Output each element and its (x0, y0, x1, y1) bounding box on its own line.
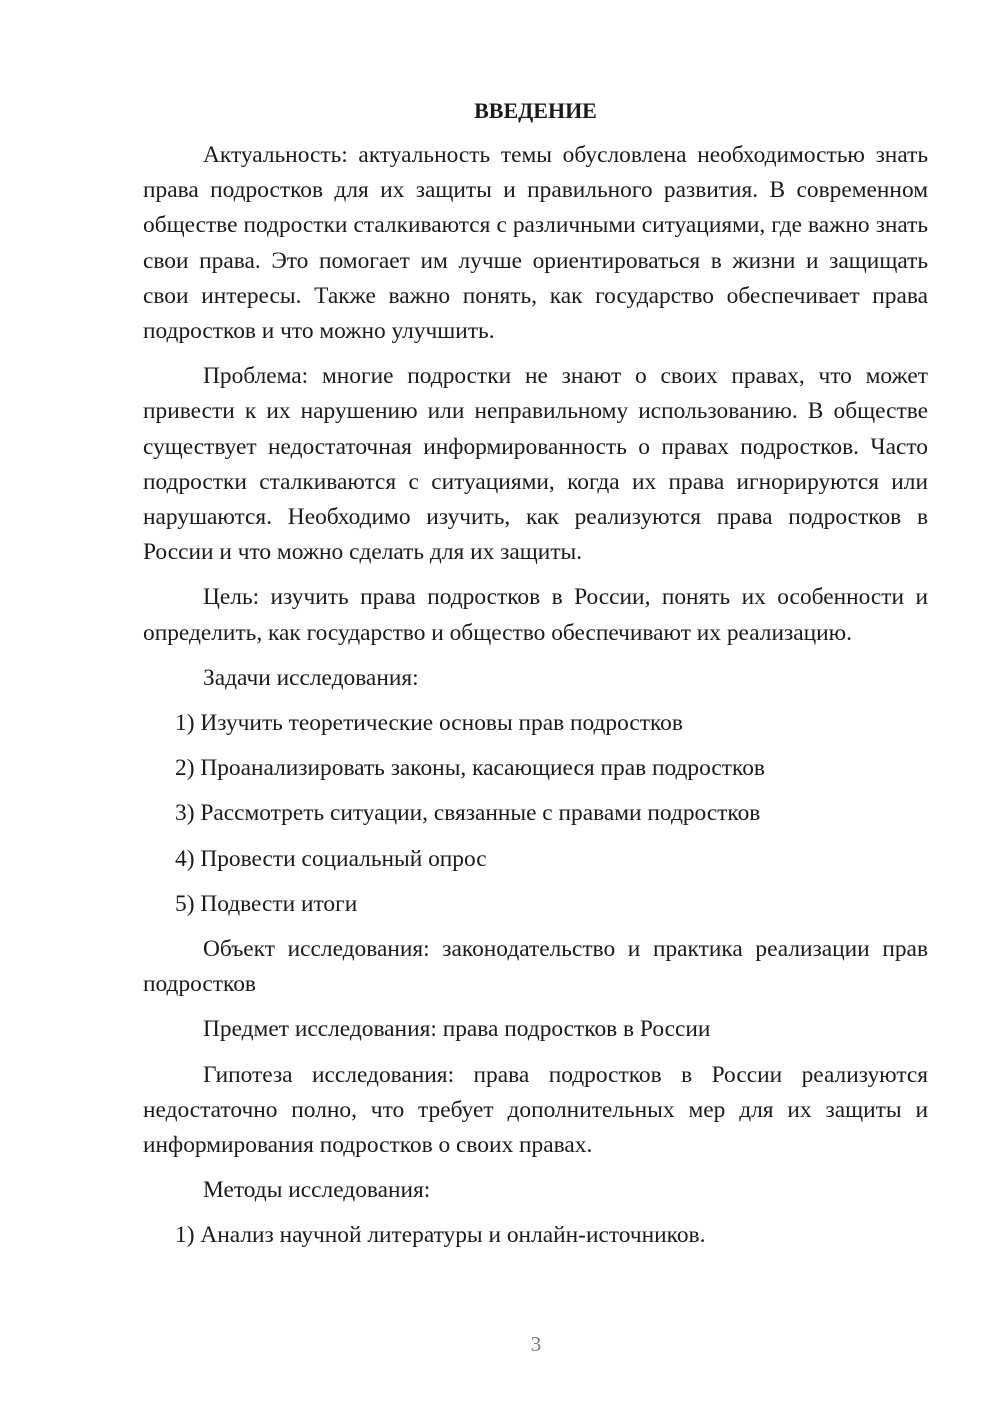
methods-list (143, 1218, 928, 1253)
list-item: 1) Изучить теоретические основы прав подростков (175, 710, 683, 737)
goal-paragraph: Цель: изучить права подростков в России, понять их особенности и определить, как государство и общество обеспечивают их реализацию. (143, 584, 928, 646)
tasks-heading: Задачи исследования: (203, 664, 419, 691)
list-item: 4) Провести социальный опрос (175, 845, 487, 872)
methods-heading: Методы исследования: (203, 1177, 431, 1204)
relevance-paragraph: Актуальность: актуальность темы обусловлена необходимостью знать права подростков для их защиты и правильного развития. В современном обществе подростки сталкиваются с различными ситуациями, где важно знать свои права. Это помогает им лучше ориентироваться в жизни и защищать свои интересы. Также важно понять, как государство обеспечивает права подростков и что можно улучшить. (143, 142, 928, 345)
problem-paragraph: Проблема: многие подростки не знают о своих правах, что может привести к их нарушению или неправильному использованию. В обществе существует недостаточная информированность о правах подростков. Часто подростки сталкиваются с ситуациями, когда их права игнорируются или нарушаются. Необходимо изучить, как реализуются права подростков в России и что можно сделать для их защиты. (143, 363, 928, 566)
object-paragraph: Объект исследования: законодательство и практика реализации прав подростков (143, 936, 928, 998)
hypothesis-paragraph: Гипотеза исследования: права подростков в России реализуются недостаточно полно, что требует дополнительных мер для их защиты и информирования подростков о своих правах. (143, 1061, 928, 1159)
list-item: 2) Проанализировать законы, касающиеся прав подростков (175, 755, 765, 782)
subject-paragraph: Предмет исследования: права подростков в России (203, 1016, 711, 1043)
list-item: 5) Подвести итоги (175, 890, 358, 917)
page-content (143, 93, 928, 1264)
list-item: 1) Анализ научной литературы и онлайн-источников. (175, 1222, 706, 1249)
page-number: 3 (530, 1332, 542, 1356)
list-item: 3) Рассмотреть ситуации, связанные с правами подростков (175, 800, 761, 827)
tasks-list (143, 706, 928, 922)
section-title: ВВЕДЕНИЕ (474, 98, 597, 123)
